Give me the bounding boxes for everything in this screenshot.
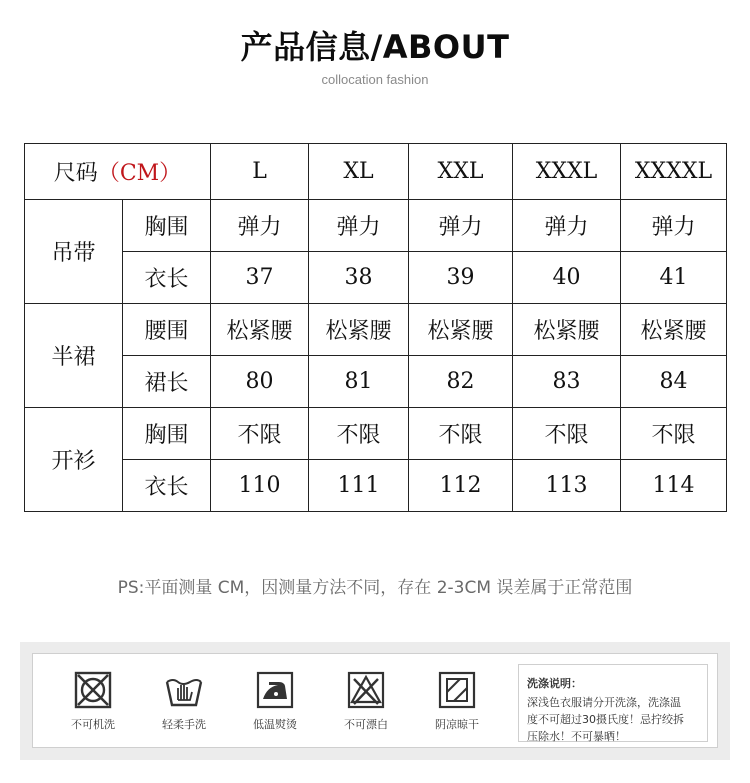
size-label: 尺码	[53, 161, 98, 186]
row-label: 衣长	[123, 460, 211, 512]
care-panel	[20, 642, 730, 760]
table-cell: 110	[211, 460, 309, 512]
table-cell: 不限	[211, 408, 309, 460]
care-item	[417, 670, 497, 732]
table-cell: 弹力	[513, 200, 621, 252]
table-cell: 80	[211, 356, 309, 408]
care-label: 阴凉晾干	[435, 718, 479, 731]
table-cell: 不限	[309, 408, 409, 460]
table-cell: 41	[621, 252, 727, 304]
row-label: 腰围	[123, 304, 211, 356]
table-cell: 松紧腰	[621, 304, 727, 356]
size-col-header: XXL	[409, 144, 513, 200]
no-bleach-icon	[346, 670, 386, 710]
table-cell: 38	[309, 252, 409, 304]
table-row	[25, 356, 727, 408]
care-label: 轻柔手洗	[162, 718, 206, 731]
table-cell: 40	[513, 252, 621, 304]
table-cell: 81	[309, 356, 409, 408]
table-cell: 39	[409, 252, 513, 304]
care-label: 不可漂白	[344, 718, 388, 731]
table-cell: 弹力	[309, 200, 409, 252]
size-col-header: XL	[309, 144, 409, 200]
size-col-header: XXXXL	[621, 144, 727, 200]
care-label: 不可机洗	[71, 718, 115, 731]
row-label: 胸围	[123, 408, 211, 460]
care-inner	[32, 653, 718, 748]
care-item	[326, 670, 406, 732]
table-cell: 113	[513, 460, 621, 512]
row-label: 裙长	[123, 356, 211, 408]
table-cell: 不限	[409, 408, 513, 460]
size-header-label	[25, 144, 211, 200]
page-title: 产品信息/ABOUT	[240, 28, 510, 66]
table-cell: 83	[513, 356, 621, 408]
unit-label: （CM）	[97, 161, 182, 186]
care-item	[53, 670, 133, 732]
care-item	[144, 670, 224, 732]
care-label: 低温熨烫	[253, 718, 297, 731]
table-cell: 松紧腰	[409, 304, 513, 356]
row-label: 衣长	[123, 252, 211, 304]
shade-dry-icon	[437, 670, 477, 710]
table-cell: 82	[409, 356, 513, 408]
table-cell: 弹力	[409, 200, 513, 252]
table-cell: 弹力	[621, 200, 727, 252]
table-cell: 112	[409, 460, 513, 512]
table-row	[25, 460, 727, 512]
table-cell: 114	[621, 460, 727, 512]
no-machine-wash-icon	[73, 670, 113, 710]
table-row	[25, 200, 727, 252]
table-cell: 不限	[621, 408, 727, 460]
table-cell: 松紧腰	[309, 304, 409, 356]
wash-title: 洗涤说明：	[527, 677, 582, 690]
gentle-hand-wash-icon	[164, 670, 204, 710]
wash-instructions	[518, 664, 708, 742]
wash-line: 度不可超过30摄氏度！忌拧绞拆	[527, 713, 684, 726]
wash-line: 深浅色衣服请分开洗涤，洗涤温	[527, 696, 681, 709]
table-row	[25, 252, 727, 304]
measurement-note: PS:平面测量 CM，因测量方法不同，存在 2-3CM 误差属于正常范围	[117, 578, 633, 598]
group-name: 开衫	[25, 408, 123, 512]
group-name: 半裙	[25, 304, 123, 408]
table-cell: 不限	[513, 408, 621, 460]
page-subtitle: collocation fashion	[321, 72, 429, 87]
size-col-header: XXXL	[513, 144, 621, 200]
table-cell: 松紧腰	[513, 304, 621, 356]
table-row	[25, 408, 727, 460]
group-name: 吊带	[25, 200, 123, 304]
row-label: 胸围	[123, 200, 211, 252]
table-cell: 84	[621, 356, 727, 408]
size-col-header: L	[211, 144, 309, 200]
low-temp-iron-icon	[255, 670, 295, 710]
table-cell: 弹力	[211, 200, 309, 252]
table-cell: 松紧腰	[211, 304, 309, 356]
wash-line: 压除水！不可暴晒！	[527, 730, 626, 743]
care-item	[235, 670, 315, 732]
size-header-row	[25, 144, 727, 200]
table-row	[25, 304, 727, 356]
table-cell: 37	[211, 252, 309, 304]
size-table	[24, 143, 727, 512]
table-cell: 111	[309, 460, 409, 512]
